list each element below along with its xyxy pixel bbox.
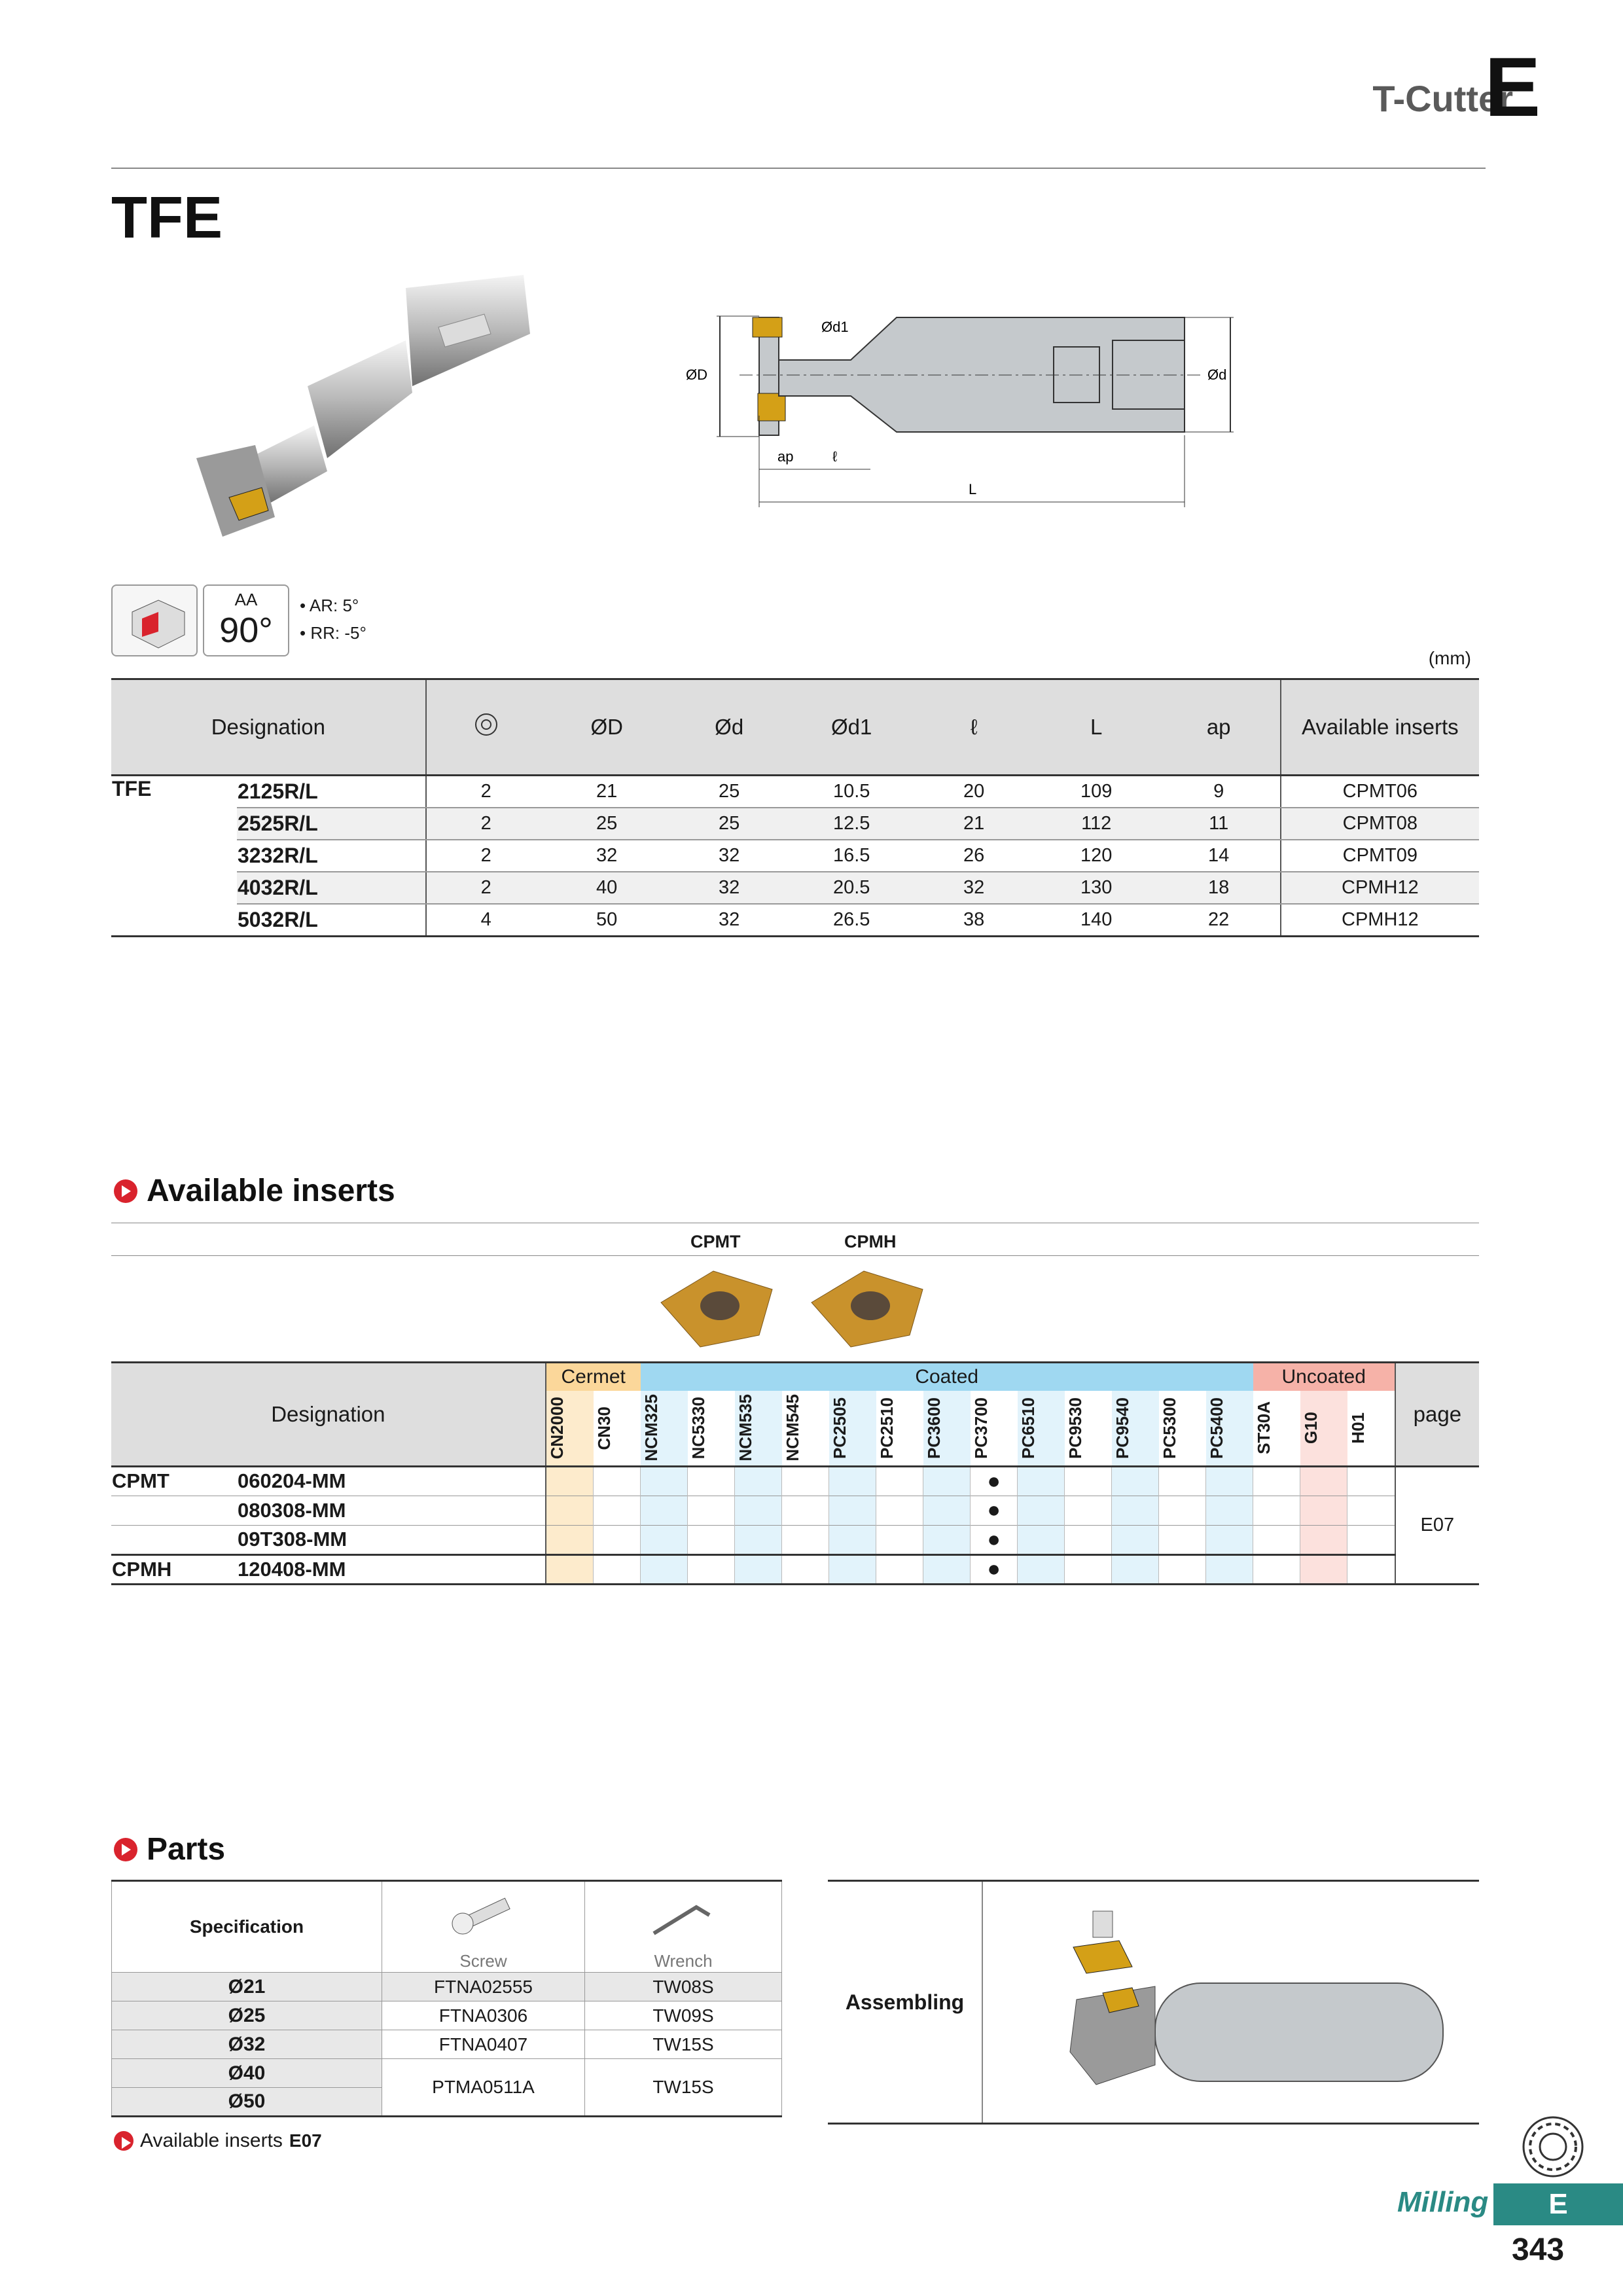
assembling-image: [1024, 1908, 1456, 2104]
insert-images: [654, 1263, 955, 1355]
grade-label: PC2510: [876, 1397, 897, 1459]
table-row: [111, 1525, 1479, 1554]
grade-cell: [1347, 1525, 1395, 1554]
group-uncoated: Uncoated: [1253, 1363, 1395, 1391]
label-d1: Ød1: [821, 319, 849, 335]
grade-cell: [546, 1496, 594, 1525]
table-row: Ø21 FTNA02555 TW08S: [112, 1973, 782, 2001]
unit-label: (mm): [1428, 648, 1471, 668]
col-L: L: [1035, 679, 1158, 776]
grade-cell: [594, 1466, 641, 1496]
grade-cell: [735, 1466, 782, 1496]
grade-cell: [641, 1554, 688, 1584]
grade-cell: [829, 1496, 876, 1525]
grade-cell: [1065, 1496, 1112, 1525]
grade-cell: [923, 1554, 971, 1584]
inserts-section-title: [114, 1173, 395, 1209]
col-d: Ød: [668, 679, 791, 776]
insert-designation: 080308-MM: [237, 1496, 546, 1525]
table-row: 4032R/L 2 40 32 20.5 32 130 18 CPMH12: [111, 872, 1479, 904]
grade-cell: [1018, 1466, 1065, 1496]
col-l: ℓ: [913, 679, 1035, 776]
table-row: 3232R/L 2 32 32 16.5 26 120 14 CPMT09: [111, 840, 1479, 872]
parts-section-title: [114, 1831, 225, 1867]
grade-cell: [1159, 1466, 1206, 1496]
grade-label: PC3600: [923, 1397, 944, 1459]
grade-cell: [876, 1496, 923, 1525]
grade-designation-header: Designation: [111, 1363, 546, 1467]
grade-cell: [546, 1466, 594, 1496]
grade-label: PC5400: [1206, 1397, 1226, 1459]
grade-cell: [876, 1525, 923, 1554]
grade-label: NC5330: [688, 1397, 708, 1460]
grade-cell: [1159, 1554, 1206, 1584]
grade-cell: [829, 1554, 876, 1584]
insert-designation: 120408-MM: [237, 1554, 546, 1584]
table-row: Ø40 PTMA0511A TW15S: [112, 2059, 782, 2088]
grade-cell: [546, 1554, 594, 1584]
grade-cell: [688, 1496, 735, 1525]
grade-cell: [1253, 1554, 1300, 1584]
product-code: TFE: [111, 185, 223, 251]
grade-label: G10: [1300, 1412, 1321, 1444]
page-number: 343: [1512, 2233, 1565, 2267]
grade-cell: [1018, 1554, 1065, 1584]
grade-cell: [1300, 1466, 1347, 1496]
insert-type: [111, 1525, 237, 1554]
grade-label: H01: [1347, 1412, 1368, 1444]
col-teeth: [426, 679, 546, 776]
parts-footnote: [114, 2130, 322, 2152]
group-cermet: Cermet: [546, 1363, 641, 1391]
inserts-divider-bottom: [111, 1255, 1479, 1256]
grade-label: PC9530: [1065, 1397, 1085, 1459]
grade-cell: [1065, 1554, 1112, 1584]
grade-cell: [1206, 1554, 1253, 1584]
label-ap: ap: [777, 448, 794, 465]
grade-cell: ●: [971, 1466, 1018, 1496]
grade-cell: [1065, 1525, 1112, 1554]
header-divider: [111, 168, 1486, 169]
label-D: ØD: [686, 367, 707, 383]
grade-cell: [1018, 1496, 1065, 1525]
grade-label: CN2000: [546, 1397, 567, 1460]
grade-cell: [782, 1466, 829, 1496]
insert-type-cpmt: CPMT: [690, 1232, 741, 1251]
insert-type: CPMH: [112, 1557, 172, 1581]
arrow-circle-icon: [114, 1179, 137, 1203]
grade-label: PC6510: [1018, 1397, 1038, 1459]
grade-cell: [1300, 1554, 1347, 1584]
grade-label: PC2505: [829, 1397, 849, 1459]
parts-table: [111, 1880, 782, 2117]
grade-table: [111, 1361, 1479, 1585]
radial-rake: • RR: -5°: [300, 623, 366, 643]
grade-cell: [1112, 1554, 1159, 1584]
grade-cell: [923, 1496, 971, 1525]
grade-cell: [829, 1466, 876, 1496]
product-image: [183, 262, 550, 550]
grade-cell: [923, 1525, 971, 1554]
grade-cell: [546, 1525, 594, 1554]
label-L: L: [969, 481, 977, 497]
milling-cutter-icon: [1517, 2114, 1589, 2179]
grade-cell: [1159, 1525, 1206, 1554]
insert-designation: 09T308-MM: [237, 1525, 546, 1554]
grade-label: NCM535: [735, 1394, 755, 1462]
assembling-label: Assembling: [828, 1882, 983, 2123]
col-ap: ap: [1158, 679, 1281, 776]
machining-icon: [111, 584, 198, 656]
table-row: 2525R/L 2 25 25 12.5 21 112 11 CPMT08: [111, 808, 1479, 840]
grade-cell: [782, 1525, 829, 1554]
footnote-ref[interactable]: E07: [289, 2130, 322, 2151]
grade-cell: [688, 1525, 735, 1554]
grade-cell: [1112, 1466, 1159, 1496]
grade-cell: ●: [971, 1496, 1018, 1525]
col-D: ØD: [546, 679, 668, 776]
arrow-circle-icon: [114, 2131, 134, 2151]
table-row: Ø25 FTNA0306 TW09S: [112, 2001, 782, 2030]
grade-cell: [1300, 1525, 1347, 1554]
teeth-icon: [473, 711, 499, 738]
parts-title: Parts: [147, 1832, 226, 1867]
wrench-label: Wrench: [654, 1951, 713, 1971]
grade-cell: [1112, 1496, 1159, 1525]
table-row: Ø32 FTNA0407 TW15S: [112, 2030, 782, 2059]
inserts-title: Available inserts: [147, 1174, 395, 1208]
grade-label: PC9540: [1112, 1397, 1132, 1459]
grade-cell: [594, 1496, 641, 1525]
grade-label: CN30: [594, 1406, 614, 1450]
col-designation: Designation: [111, 679, 426, 776]
grade-cell: [688, 1466, 735, 1496]
grade-cell: [1206, 1496, 1253, 1525]
approach-angle-box: [203, 584, 289, 656]
grade-cell: [923, 1466, 971, 1496]
parts-spec-header: Specification: [112, 1881, 382, 1973]
grade-cell: ●: [971, 1554, 1018, 1584]
table-row: Ø50: [112, 2088, 782, 2117]
col-inserts: Available inserts: [1281, 679, 1479, 776]
axial-rake: • AR: 5°: [300, 596, 359, 615]
grade-label: NCM545: [782, 1394, 802, 1462]
grade-cell: [829, 1525, 876, 1554]
grade-cell: [1347, 1554, 1395, 1584]
grade-cell: [1253, 1496, 1300, 1525]
insert-type: [111, 1496, 237, 1525]
table-row: TFE 2125R/L 2 21 25 10.5 20 109 9 CPMT06: [111, 776, 1479, 808]
wrench-icon: [644, 1894, 722, 1946]
grade-cell: [1018, 1525, 1065, 1554]
footer-letter: E: [1493, 2183, 1623, 2225]
grade-label: PC5300: [1159, 1397, 1179, 1459]
col-d1: Ød1: [791, 679, 913, 776]
footer-category: Milling: [1397, 2186, 1489, 2218]
table-row: [111, 1554, 1479, 1584]
grade-cell: [735, 1554, 782, 1584]
grade-cell: [1300, 1496, 1347, 1525]
grade-cell: [688, 1554, 735, 1584]
table-row: 5032R/L 4 50 32 26.5 38 140 22 CPMH12: [111, 904, 1479, 937]
table-row: [111, 1496, 1479, 1525]
grade-cell: [1253, 1525, 1300, 1554]
grade-cell: ●: [971, 1525, 1018, 1554]
series-label: TFE: [111, 776, 237, 937]
section-title: T-Cutter: [1372, 78, 1513, 119]
label-l: ℓ: [832, 448, 838, 465]
spec-table: [111, 678, 1479, 937]
table-row: [111, 1466, 1479, 1496]
grade-cell: [1206, 1466, 1253, 1496]
section-letter: E: [1484, 41, 1541, 134]
grade-cell: [1065, 1466, 1112, 1496]
grade-cell: [1347, 1496, 1395, 1525]
grade-label: NCM325: [641, 1394, 661, 1462]
insert-designation: 060204-MM: [237, 1466, 546, 1496]
label-d: Ød: [1207, 367, 1227, 383]
screw-icon: [444, 1894, 523, 1946]
aa-label: AA: [234, 590, 258, 609]
dimension-drawing: [681, 298, 1257, 520]
assembling-panel: [828, 1880, 1479, 2125]
grade-cell: [1206, 1525, 1253, 1554]
grade-cell: [1112, 1525, 1159, 1554]
grade-cell: [641, 1496, 688, 1525]
grade-cell: [876, 1466, 923, 1496]
page-header: page: [1395, 1363, 1479, 1467]
grade-cell: [782, 1554, 829, 1584]
grade-cell: [594, 1554, 641, 1584]
insert-type-cpmh: CPMH: [844, 1232, 897, 1251]
grade-cell: [594, 1525, 641, 1554]
grade-cell: [1253, 1466, 1300, 1496]
grade-cell: [1159, 1496, 1206, 1525]
group-coated: Coated: [641, 1363, 1253, 1391]
angle-value: 90°: [219, 611, 273, 650]
grade-label: PC3700: [971, 1397, 991, 1459]
grade-cell: [735, 1496, 782, 1525]
arrow-circle-icon: [114, 1838, 137, 1861]
grade-cell: [876, 1554, 923, 1584]
screw-label: Screw: [459, 1951, 507, 1971]
grade-cell: [782, 1496, 829, 1525]
grade-cell: [641, 1525, 688, 1554]
insert-type: CPMT: [112, 1469, 169, 1492]
grade-cell: [1347, 1466, 1395, 1496]
grade-cell: [735, 1525, 782, 1554]
footnote-label: Available inserts: [140, 2130, 283, 2151]
grade-label: ST30A: [1253, 1401, 1274, 1455]
grade-cell: [641, 1466, 688, 1496]
page-ref[interactable]: E07: [1395, 1466, 1479, 1584]
